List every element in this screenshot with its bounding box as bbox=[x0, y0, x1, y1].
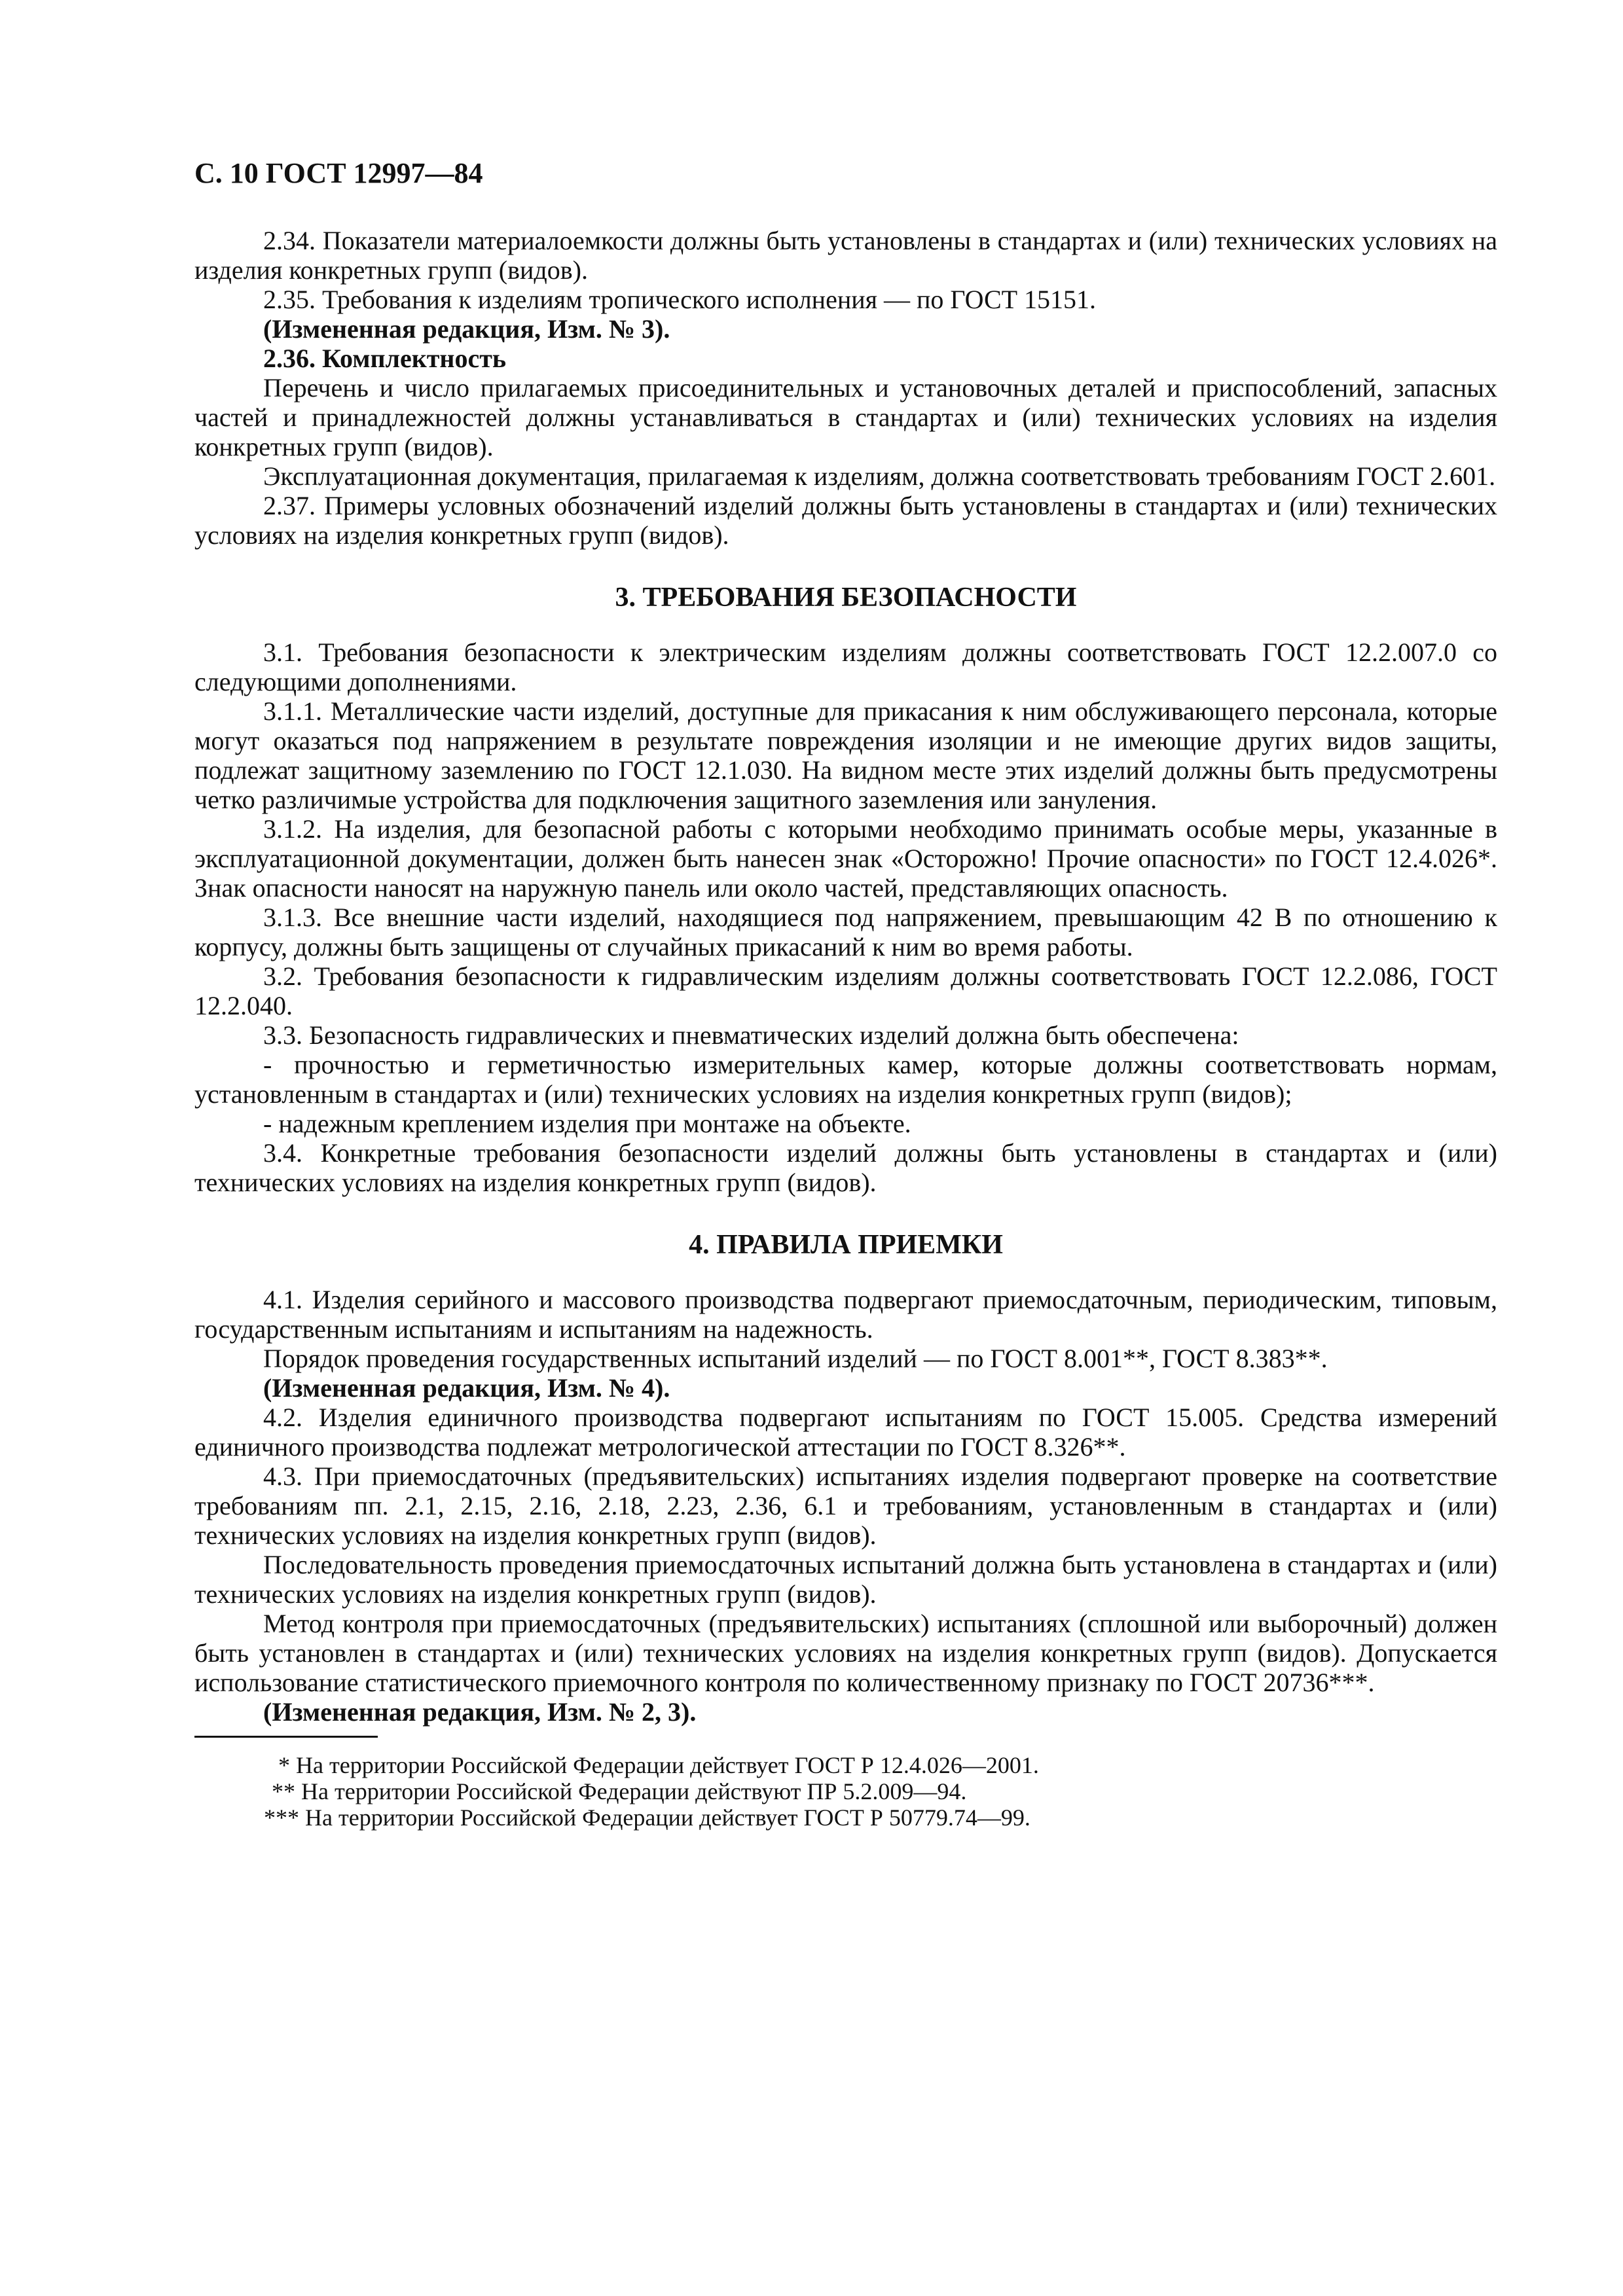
paragraph-3-1-1: 3.1.1. Металлические части изделий, доступные для прикасания к ним обслуживающего персонала, которые могут оказаться под напряжением в результате повреждения изоляции и не имеющие других видов защиты, подлежат защитному заземлению по ГОСТ 12.1.030. На видном месте этих изделий должны быть предусмотрены четко различимые устройства для подключения защитного заземления или зануления. bbox=[194, 696, 1497, 814]
paragraph-2-34: 2.34. Показатели материалоемкости должны быть установлены в стандартах и (или) технических условиях на изделия конкретных групп (видов). bbox=[194, 226, 1497, 285]
paragraph-4-3-c: Метод контроля при приемосдаточных (предъявительских) испытаниях (сплошной или выборочный) должен быть установлен в стандартах и (или) технических условиях на изделия конкретных групп (видов). Допускается использование статистического приемочного контроля по количественному признаку по ГОСТ 20736***. bbox=[194, 1609, 1497, 1697]
footnote: * На территории Российской Федерации действует ГОСТ Р 12.4.026—2001. bbox=[278, 1752, 1039, 1778]
amendment-note: (Измененная редакция, Изм. № 4). bbox=[263, 1373, 670, 1403]
paragraph-3-3: 3.3. Безопасность гидравлических и пневматических изделий должна быть обеспечена: bbox=[263, 1020, 1239, 1050]
document-page bbox=[194, 157, 1497, 1831]
paragraph-4-2: 4.2. Изделия единичного производства подвергают испытаниям по ГОСТ 15.005. Средства измерений единичного производства подлежат метрологической аттестации по ГОСТ 8.326**. bbox=[194, 1403, 1497, 1462]
paragraph-4-3-b: Последовательность проведения приемосдаточных испытаний должна быть установлена в стандартах и (или) технических условиях на изделия конкретных групп (видов). bbox=[194, 1550, 1497, 1609]
amendment-note: (Измененная редакция, Изм. № 3). bbox=[263, 314, 670, 344]
footnote: *** На территории Российской Федерации действует ГОСТ Р 50779.74—99. bbox=[264, 1804, 1030, 1831]
paragraph-3-1-3: 3.1.3. Все внешние части изделий, находящиеся под напряжением, превышающим 42 В по отношению к корпусу, должны быть защищены от случайных прикасаний к ним во время работы. bbox=[194, 903, 1497, 961]
list-item: - надежным креплением изделия при монтаже на объекте. bbox=[263, 1109, 911, 1138]
paragraph-3-4: 3.4. Конкретные требования безопасности изделий должны быть установлены в стандартах и (или) технических условиях на изделия конкретных групп (видов). bbox=[194, 1138, 1497, 1197]
paragraph-4-1-b: Порядок проведения государственных испытаний изделий — по ГОСТ 8.001**, ГОСТ 8.383**. bbox=[263, 1344, 1328, 1373]
paragraph-3-1: 3.1. Требования безопасности к электрическим изделиям должны соответствовать ГОСТ 12.2.007.0 со следующими дополнениями. bbox=[194, 637, 1497, 696]
list-item: - прочностью и герметичностью измерительных камер, которые должны соответствовать нормам, установленным в стандартах и (или) технических условиях на изделия конкретных групп (видов); bbox=[194, 1050, 1497, 1109]
paragraph-2-36-a: Перечень и число прилагаемых присоединительных и установочных деталей и приспособлений, запасных частей и принадлежностей должны устанавливаться в стандартах и (или) технических условиях на изделия конкретных групп (видов). bbox=[194, 373, 1497, 461]
running-head: С. 10 ГОСТ 12997—84 bbox=[194, 157, 483, 189]
paragraph-2-36-b: Эксплуатационная документация, прилагаемая к изделиям, должна соответствовать требованиям ГОСТ 2.601. bbox=[263, 461, 1496, 491]
paragraph-4-3: 4.3. При приемосдаточных (предъявительских) испытаниях изделия подвергают проверке на соответствие требованиям пп. 2.1, 2.15, 2.16, 2.18, 2.23, 2.36, 6.1 и требованиям, установленным в стандартах и (или) технических условиях на изделия конкретных групп (видов). bbox=[194, 1462, 1497, 1550]
section-4-title: 4. ПРАВИЛА ПРИЕМКИ bbox=[689, 1230, 1003, 1260]
paragraph-4-1: 4.1. Изделия серийного и массового производства подвергают приемосдаточным, периодическим, типовым, государственным испытаниям и испытаниям на надежность. bbox=[194, 1285, 1497, 1344]
footnote: ** На территории Российской Федерации действуют ПР 5.2.009—94. bbox=[272, 1778, 967, 1804]
amendment-note: (Измененная редакция, Изм. № 2, 3). bbox=[263, 1697, 697, 1727]
section-3-title: 3. ТРЕБОВАНИЯ БЕЗОПАСНОСТИ bbox=[615, 583, 1077, 613]
paragraph-2-37: 2.37. Примеры условных обозначений изделий должны быть установлены в стандартах и (или) технических условиях на изделия конкретных групп (видов). bbox=[194, 491, 1497, 550]
paragraph-2-36-title: 2.36. Комплектность bbox=[263, 344, 507, 373]
paragraph-2-35: 2.35. Требования к изделиям тропического исполнения — по ГОСТ 15151. bbox=[263, 285, 1097, 314]
paragraph-3-2: 3.2. Требования безопасности к гидравлическим изделиям должны соответствовать ГОСТ 12.2.086, ГОСТ 12.2.040. bbox=[194, 961, 1497, 1020]
footnote-divider bbox=[194, 1736, 378, 1738]
paragraph-3-1-2: 3.1.2. На изделия, для безопасной работы с которыми необходимо принимать особые меры, указанные в эксплуатационной документации, должен быть нанесен знак «Осторожно! Прочие опасности» по ГОСТ 12.4.026*. Знак опасности наносят на наружную панель или около частей, представляющих опасность. bbox=[194, 814, 1497, 903]
